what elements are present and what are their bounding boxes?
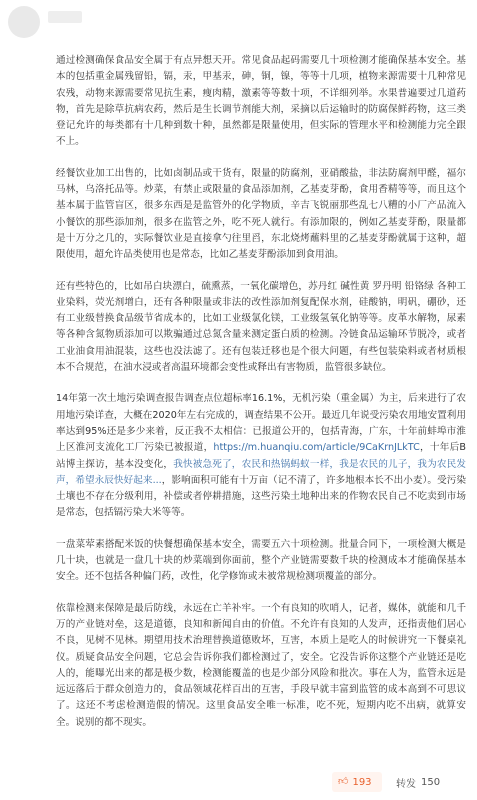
quoted-text: 我快被急死了，农民和热锅蚂蚁一样，我是农民的儿子，我为农民发声，希望永辰快好起来... bbox=[56, 458, 467, 486]
paragraph-3: 还有些特色的，比如吊白块漂白，硫熏蒸，一氧化碳增色，苏丹红 碱性黄 罗丹明 铅铬绿 各种工业染料，荧光剂增白，还有各种限量或非法的改性添加剂复配保水剂，硅酸钠，明矾，硼砂，还有工业级替换食品级节省成本的，比如工业级氯化镁，工业级氢氧化钠等等。皮革水解物，尿素等各种含氮物质添加可以欺骗通过总氮含量来测定蛋白质的检测。冷链食品运输环节脱冷，或者工业油食用油混装，这些也没法滤了。还有包装迁移也是个很大问题，有些包装染料或者材质根本不合规范，在油水浸或者高温环境都会变性或释出有害物质，监管很多缺位。 bbox=[56, 280, 466, 374]
article-link[interactable]: https://m.huanqiu.com/article/9CaKrnJLkTC bbox=[213, 442, 420, 454]
post-header bbox=[0, 0, 477, 42]
thumbs-up-icon: 👍︎ bbox=[338, 776, 349, 787]
paragraph-6: 依靠检测来保障是最后防线，永远在亡羊补牢。一个有良知的吹哨人，记者，媒体，就能和几千万的产业链对垒，这是道德，良知和新闻自由的价值。不允许有良知的人发声，还指责他们居心不良，见树不见林。期望用技术治理替换道德败坏，互害，本质上是吃人的时候讲究一下餐桌礼仪。质疑食品安全问题，它总会告诉你我们都检测过了，安全。它没告诉你这整个产业链还是吃人的，能曝光出来的都是极少数，检测能覆盖的也是少部分风险和批次。事在人为，监管永远是远远落后于群众创造力的，食品领域花样百出的互害，手段早就丰富到监管的成本高到不可思议了。这还不考虑检测造假的情况。这里食品安全唯一标准，吃不死，短期内吃不出病，就算安全。说别的都不现实。 bbox=[56, 602, 466, 728]
author-name-redacted bbox=[48, 11, 82, 23]
repost-label: 转发 bbox=[396, 778, 416, 790]
post-actions bbox=[0, 772, 477, 794]
paragraph-5: 一盘菜荤素搭配米饭的快餐想确保基本安全，需要五六十项检测。批量合同下，一项检测大概是几十块，也就是一盘几十块的炒菜端到你面前，整个产业链需要数千块的检测成本才能确保基本安全。还不包括各种偏门药，改性，化学修饰或未被常规检测项覆盖的部分。 bbox=[56, 538, 466, 583]
post-body bbox=[56, 53, 466, 731]
author-avatar[interactable] bbox=[8, 6, 40, 38]
paragraph-4-text-c: ，影响面积可能有十万亩（记不清了，许多地根本长不出小麦）。受污染土壤也不存在分级利用，补偿或者停耕措施，这些污染土地种出来的作物农民自己不吃卖到市场是常态，包括镉污染大米等等。 bbox=[56, 474, 466, 519]
paragraph-4-text-b: ，十年后B站博主探访，基本没变化， bbox=[56, 442, 466, 470]
like-count: 193 bbox=[352, 776, 372, 788]
paragraph-1: 通过检测确保食品安全属于有点异想天开。常见食品起码需要几十项检测才能确保基本安全。基本的包括重金属残留铅，镉，汞，甲基汞，砷，铜，镍，等等十几项，植物来源需要十几种常见农残，动物来源需要常见抗生素，瘦肉精，激素等等数十项，不详细列举。水果普遍要过几道药物，首先是除草抗病农药，然后是生长调节剂能大剂，采摘以后运输时的防腐保鲜药物，这三类登记允许的每类都有十几种到数十种，虽然都是限量使用，但实际的管理水平和检测能力完全跟不上。 bbox=[56, 55, 466, 148]
paragraph-4-text-a: 14年第一次土地污染调查报告调查点位超标率16.1%，无机污染（重金属）为主，后来进行了农用地污染详查，大概在2020年左右完成的，调查结果不公开。最近几年说受污染农用地安置利用率达到95%还是多少来着，反正我不太相信：已报道公开的，包括青海，广东，十年前蚌埠市淮上区淮河支流化工厂污染已被报道， bbox=[56, 393, 466, 454]
repost-button[interactable] bbox=[390, 772, 452, 792]
paragraph-4 bbox=[56, 391, 466, 521]
paragraph-2: 经餐饮业加工出售的，比如卤制品或干货有，限量的防腐剂，亚硝酸盐，非法防腐剂甲醛，福尔马林，乌洛托品等。炒菜，有禁止或限量的食品添加剂，乙基麦芽酚，食用香精等等，而且这个基本属于监管盲区，很多东西是是监管外的化学物质，辛吉飞锐丽那些乱七八糟的小厂产品流入小餐饮的那些添加剂，很多在监管之外，吃不死人就行。有添加限的，例如乙基麦芽酚，限量都是十万分之几的，实际餐饮业是直接拿勺往里舀，东北烧烤蘸料里的乙基麦芽酚就属于这种，超限使用，超允许品类使用也是常态，比如乙基麦芽酚添加到食用油。 bbox=[56, 167, 466, 261]
like-button[interactable] bbox=[332, 772, 382, 792]
repost-count: 150 bbox=[421, 776, 441, 788]
